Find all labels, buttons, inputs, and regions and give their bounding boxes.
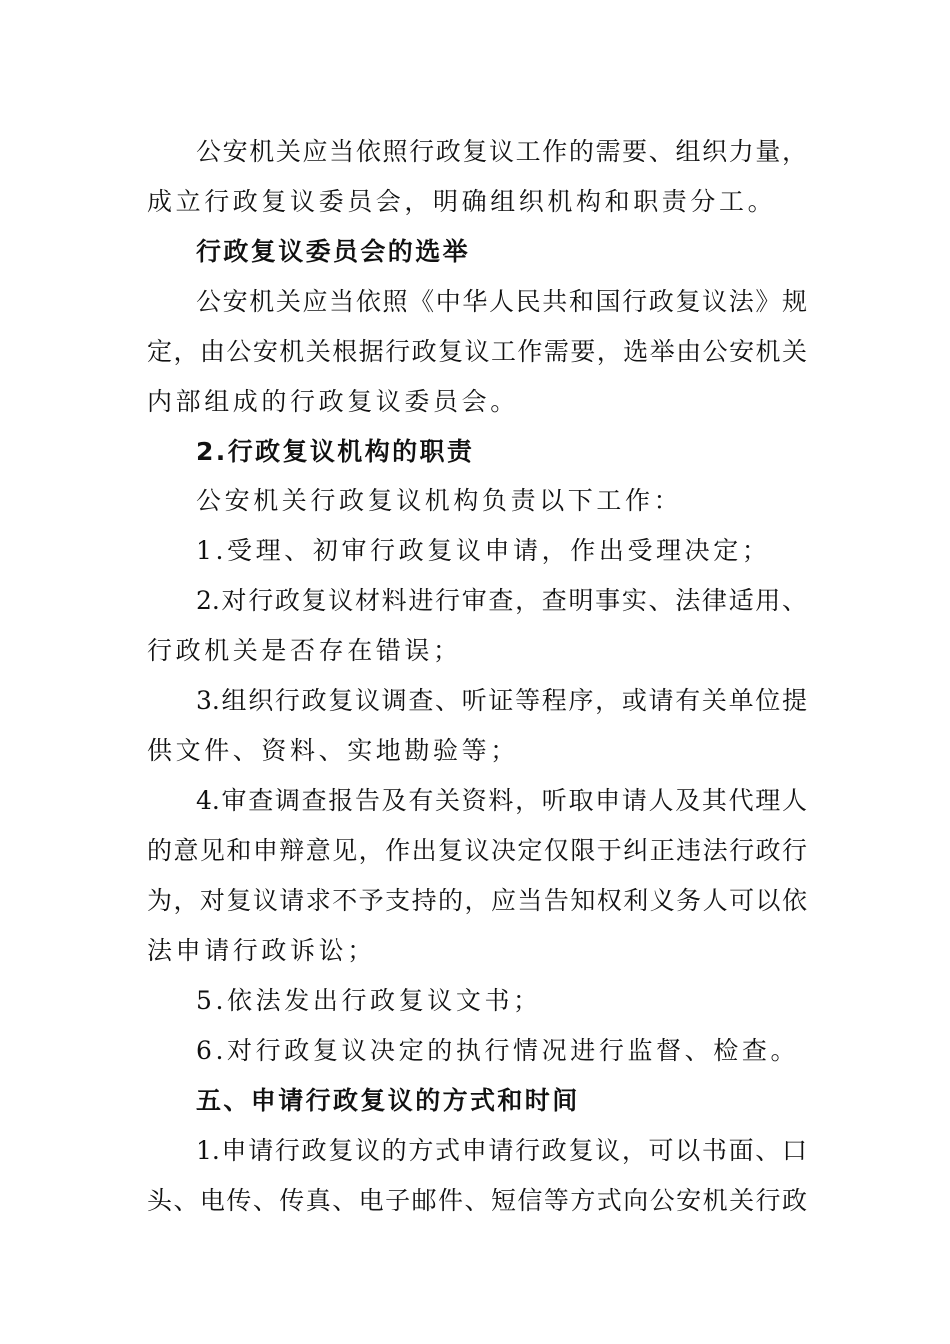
list-item-line: 4.审查调查报告及有关资料，听取申请人及其代理人 [196, 786, 807, 815]
list-item-line: 1.受理、初审行政复议申请，作出受理决定； [196, 536, 771, 565]
list-item-line: 法申请行政诉讼； [147, 936, 376, 965]
list-item-line: 为，对复议请求不予支持的，应当告知权利义务人可以依 [147, 886, 807, 915]
list-item-line: 的意见和申辩意见，作出复议决定仅限于纠正违法行政行 [147, 836, 807, 865]
section-heading: 2.行政复议机构的职责 [196, 437, 475, 466]
paragraph-line: 公安机关应当依照行政复议工作的需要、组织力量， [196, 137, 807, 166]
paragraph-line: 1.申请行政复议的方式申请行政复议，可以书面、口 [196, 1136, 807, 1165]
paragraph-line: 成立行政复议委员会，明确组织机构和职责分工。 [147, 187, 777, 216]
paragraph-line: 头、电传、传真、电子邮件、短信等方式向公安机关行政 [147, 1186, 807, 1215]
paragraph-line: 内部组成的行政复议委员会。 [147, 387, 519, 416]
list-item-line: 供文件、资料、实地勘验等； [147, 736, 519, 765]
paragraph-line: 公安机关应当依照《中华人民共和国行政复议法》规 [196, 287, 807, 316]
list-item-line: 5.依法发出行政复议文书； [196, 986, 542, 1015]
section-heading: 五、申请行政复议的方式和时间 [196, 1086, 580, 1115]
list-item-line: 6.对行政复议决定的执行情况进行监督、检查。 [196, 1036, 800, 1065]
section-heading: 行政复议委员会的选举 [196, 237, 471, 266]
list-item-line: 行政机关是否存在错误； [147, 636, 462, 665]
paragraph-line: 公安机关行政复议机构负责以下工作： [196, 486, 683, 515]
list-item-line: 3.组织行政复议调查、听证等程序，或请有关单位提 [196, 686, 807, 715]
paragraph-line: 定，由公安机关根据行政复议工作需要，选举由公安机关 [147, 337, 807, 366]
list-item-line: 2.对行政复议材料进行审查，查明事实、法律适用、 [196, 586, 807, 615]
